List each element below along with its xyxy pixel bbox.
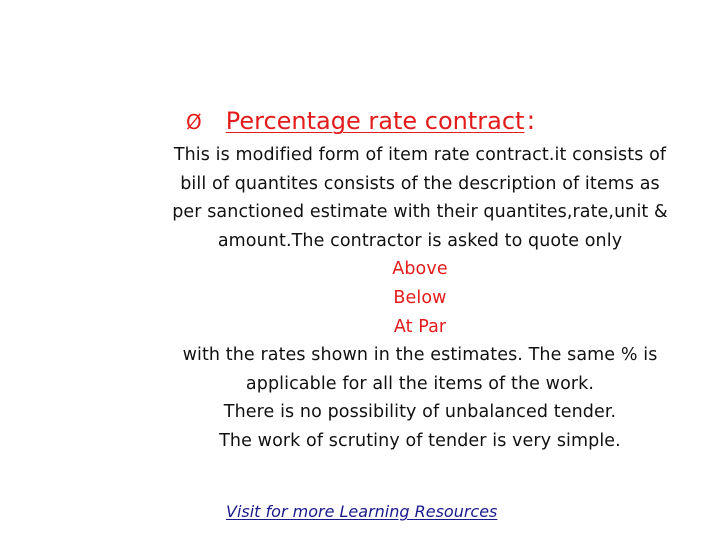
heading-title: Percentage rate contract bbox=[225, 107, 525, 135]
body-line: There is no possibility of unbalanced tender. bbox=[223, 402, 617, 423]
body-line: The work of scrutiny of tender is very simple. bbox=[219, 430, 621, 451]
body-line: with the rates shown in the estimates. The same % is bbox=[182, 345, 658, 366]
slide-heading bbox=[186, 100, 535, 136]
body-line: amount.The contractor is asked to quote only bbox=[217, 230, 623, 251]
option-below: Below bbox=[393, 287, 447, 308]
arrow-bullet-icon: Ø bbox=[186, 110, 202, 134]
body-line: bill of quantites consists of the description of items as bbox=[180, 173, 660, 194]
body-line: applicable for all the items of the work. bbox=[245, 373, 595, 394]
option-above: Above bbox=[392, 259, 448, 280]
learning-resources-link[interactable]: Visit for more Learning Resources bbox=[226, 502, 498, 521]
heading-colon: : bbox=[526, 106, 536, 136]
body-line: per sanctioned estimate with their quantites,rate,unit & bbox=[172, 202, 668, 223]
body-line: This is modified form of item rate contract.it consists of bbox=[173, 145, 667, 165]
option-at-par: At Par bbox=[393, 316, 447, 337]
body-text-block bbox=[120, 141, 720, 456]
